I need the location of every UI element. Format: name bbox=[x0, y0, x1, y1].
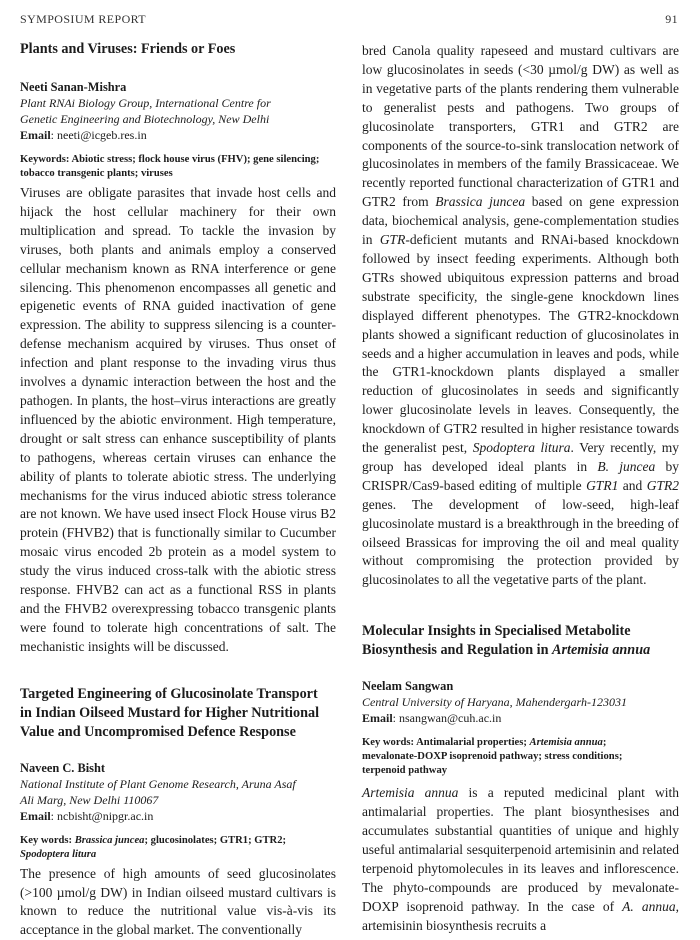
email-address: : ncbisht@nipgr.ac.in bbox=[50, 808, 154, 823]
keywords-label: Key words: bbox=[20, 834, 75, 846]
email-label: Email bbox=[362, 711, 393, 726]
article3-body: Artemisia annua is a reputed medicinal plant with antimalarial properties. The plant biosynthesises and accumulates substantial quantities of unique and highly useful antimalarial sesquiterpenoid artemisinin and related terpenoid phytomolecules in its leaves and inflorescence. The phyto-compounds are produced by mevalonate-DOXP isoprenoid pathway. In the case of A. annua, artemisinin biosynthesis recruits a bbox=[362, 785, 680, 933]
article2-title-line1: Targeted Engineering of Glucosinolate Transport bbox=[20, 685, 318, 702]
right-column bbox=[362, 42, 679, 936]
article2-body-left: The presence of high amounts of seed glucosinolates (>100 µmol/g DW) in Indian oilseed mustard cultivars is known to reduce the nutritional value vis-à-vis its acceptance in the global market. The conventionally bbox=[20, 865, 336, 938]
article2-body-right: bred Canola quality rapeseed and mustard cultivars are low glucosinolates in seeds (<30 µmol/g DW) as well as in vegetative parts of the plants rendering them vulnerable to generalist pests and pathogens. Two groups of glucosinolate transporters, GTR1 and GTR2 are components of the source-to-sink translocation network of glucosinolates in members of the family Brassicaceae. We recently reported functional characterization of GTR1 and GTR2 from Brassica juncea based on gene expression data, biochemical analysis, gene-complementation studies in GTR-deficient mutants and RNAi-based knockdown followed by insect feeding experiments. Although both GTRs showed ubiquitous expression patterns and broad substrate specificity, the single-gene knockdown lines displayed different phenotypes. The GTR2-knockdown plants showed a significant reduction of glucosinolates in seeds and a higher accumulation in leaves and pods, while the GTR1-knockdown plants displayed a smaller reduction of glucosinolates in seeds and significantly lower glucosinolate levels in leaves. Consequently, the knockdown of GTR2 resulted in higher resistance towards the generalist pest, Spodoptera litura. Very recently, my group has developed ideal plants in B. juncea by CRISPR/Cas9-based editing of multiple GTR1 and GTR2 genes. The development of low-seed, high-leaf glucosinolate mustard is a breakthrough in the breeding of oilseed Brassicas for improving the oil and meal quality without compromising the protection provided by glucosinolates to all the vegetative parts of the plant. bbox=[362, 43, 680, 588]
keyword-italic: Spodoptera litura bbox=[20, 848, 97, 860]
article3-affiliation: Central University of Haryana, Mahendergarh-123031 bbox=[362, 695, 627, 710]
article2-keywords-line1 bbox=[20, 834, 336, 848]
article2-title-line3: Value and Uncompromised Defence Response bbox=[20, 723, 296, 740]
article2-title-line2: in Indian Oilseed Mustard for Higher Nutritional bbox=[20, 704, 320, 721]
keyword-italic: Brassica juncea bbox=[74, 834, 145, 846]
article3-author: Neelam Sangwan bbox=[362, 679, 454, 694]
article3-keywords-line3: terpenoid pathway bbox=[362, 765, 448, 777]
article2-keywords-line2 bbox=[20, 848, 336, 862]
article2-email bbox=[20, 808, 336, 824]
article3-keywords-line2: mevalonate-DOXP isoprenoid pathway; stress conditions; bbox=[362, 751, 623, 763]
article2-affiliation-line1: National Institute of Plant Genome Research, Aruna Asaf bbox=[20, 776, 296, 791]
article1-title: Plants and Viruses: Friends or Foes bbox=[20, 41, 236, 57]
running-header bbox=[20, 12, 678, 26]
article1-affiliation-line1: Plant RNAi Biology Group, International Centre for bbox=[20, 96, 271, 110]
left-column bbox=[20, 40, 336, 940]
article3-title-line2: Biosynthesis and Regulation in Artemisia annua bbox=[362, 642, 651, 659]
article2-author: Naveen C. Bisht bbox=[20, 760, 106, 775]
email-address: : neeti@icgeb.res.in bbox=[50, 128, 147, 142]
article1-body: Viruses are obligate parasites that invade host cells and hijack the host cellular machinery for their own multiplication and spread. To tackle the invasion by viruses, both plants and animals employ a conserved cellular mechanism known as RNA interference or gene silencing. This phenomenon encompasses all genetic and epigenetic events of RNA guided inactivation of gene expression. The ability to suppress silencing is a counter-defense mechanism acquired by viruses. Thus onset of infection and plant response to the invading virus thus involves a dynamic interaction between the host and the pathogen. In plants, the host–virus interactions are greatly influenced by the abiotic environment. High temperature, drought or salt stress can enhance susceptibility of plants to pathogens, whereas certain viruses can enhance the ability of plants to tolerate abiotic stress. The underlying mechanisms for the virus induced abiotic stress tolerance are not known. We have used insect Flock House virus B2 protein (FHVB2) that is functionally similar to Cucumber mosaic virus encoded 2b protein as a model system to study the virus induced cross-talk with the abiotic stress response. FHVB2 can act as a functional RSS in plants and the FHVB2 overexpressing tobacco transgenic plants were found to tolerate high concentrations of salt. The mechanistic insights will be discussed. bbox=[20, 185, 336, 654]
article1-email bbox=[20, 127, 336, 143]
article3-title-line1: Molecular Insights in Specialised Metabolite bbox=[362, 623, 631, 640]
article2-affiliation-line2: Ali Marg, New Delhi 110067 bbox=[20, 792, 159, 807]
page-number: 91 bbox=[665, 12, 678, 26]
email-label: Email bbox=[20, 808, 51, 823]
keywords-rest: ; glucosinolates; GTR1; GTR2; bbox=[144, 834, 287, 846]
email-label: Email bbox=[20, 128, 51, 142]
article1-author: Neeti Sanan-Mishra bbox=[20, 80, 127, 94]
article3-keywords-line1: Key words: Antimalarial properties; Artemisia annua; bbox=[362, 737, 607, 749]
article1-affiliation-line2: Genetic Engineering and Biotechnology, New Delhi bbox=[20, 112, 270, 126]
email-address: : nsangwan@cuh.ac.in bbox=[392, 711, 502, 726]
article1-keywords-line2: tobacco transgenic plants; viruses bbox=[20, 168, 173, 179]
article3-email bbox=[362, 710, 679, 726]
section-label: SYMPOSIUM REPORT bbox=[20, 12, 147, 26]
article1-keywords-line1: Keywords: Abiotic stress; flock house virus (FHV); gene silencing; bbox=[20, 154, 320, 165]
